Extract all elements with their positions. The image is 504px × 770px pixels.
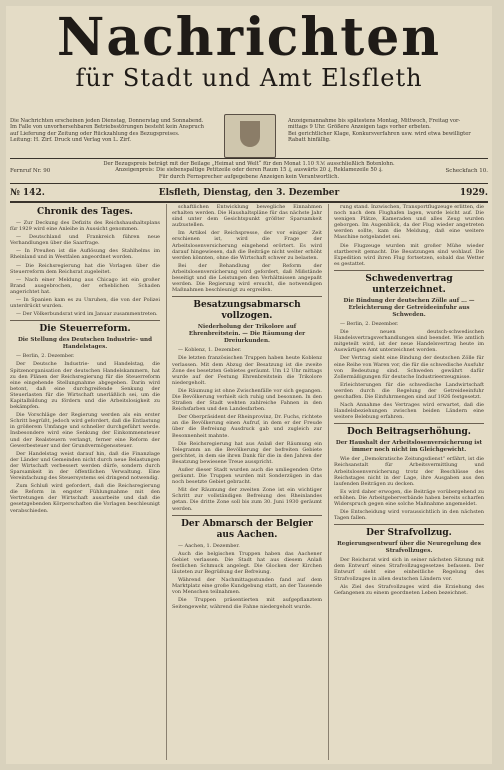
article-paragraph: Der Handelstag weist darauf hin, daß die Finanzlage der Länder und Gemeinden nicht durch neue Belastungen der Wirtschaft verbessert werden dürfe, sondern durch Sparsamkeit in der öffentlichen Verwaltung. Eine Vereinfachung des Steuersystems sei dringend notwendig. [10, 450, 160, 482]
column-1 [10, 204, 160, 760]
divider [334, 423, 484, 424]
article-paragraph: Die letzten französischen Truppen haben heute Koblenz verlassen. Mit dem Abzug der Besatzung ist die zweite Zone des besetzten Gebietes geräumt. Um 12 Uhr mittags wurde auf der Festung Ehrenbreitstein die Trikolore niedergeholt. [172, 355, 322, 386]
newspaper-page [6, 6, 492, 764]
article-paragraph: Die Entscheidung wird voraussichtlich in den nächsten Tagen fallen. [334, 509, 484, 522]
news-item: — In Preußen ist die Auflösung des Stahlhelms im Rheinland und in Westfalen angeordnet worden. [10, 248, 160, 261]
article-paragraph: Auch die belgischen Truppen haben das Aachener Gebiet verlassen. Die Stadt hat aus diesem Anlaß festlichen Schmuck angelegt. Die Glocken der Kirchen läuteten zur Begrüßung der Befreiung. [172, 550, 322, 576]
article-paragraph: Die Reichsregierung hat aus Anlaß der Räumung ein Telegramm an die Bevölkerung der befreiten Gebiete gerichtet, in dem sie ihren Dank für die in den Jahren der Besatzung bewiesene Treue ausspricht. [172, 440, 322, 465]
article-paragraph: Die Flugzeuge wurden mit großer Mühe wieder startbereit gemacht. Die Besatzungen sind wohlauf. Die Expedition wird ihren Flug fortsetzen, sobald das Wetter es gestattet. [334, 242, 484, 267]
article-heading: Der Strafvollzug. [366, 528, 452, 539]
divider [334, 270, 484, 271]
column-2 [172, 204, 322, 760]
article-paragraph: Der Oberpräsident der Rheinprovinz, Dr. Fuchs, richtete an die Bevölkerung einen Aufruf, in dem er der Freude über die Befreiung Ausdruck gab und zugleich zur Besonnenheit mahnte. [172, 414, 322, 439]
article-paragraph: Die Truppen präsentierten mit aufgepflanztem Seitengewehr, während die Fahne niedergeholt wurde. [172, 597, 322, 610]
news-item: — Nach einer Meldung aus Chicago ist ein großer Brand ausgebrochen, der erheblichen Schaden angerichtet hat. [10, 276, 160, 295]
scheckfach: Scheckfach 10. [445, 168, 488, 174]
article-paragraph: — Koblenz, 1. Dezember. [178, 347, 242, 354]
news-item: — Der Völkerbundsrat wird im Januar zusammentreten. [16, 311, 158, 318]
issue-year: 1929. [459, 188, 488, 198]
divider [172, 515, 322, 516]
article-paragraph: Bei der Behandlung der Reform der Arbeitslosenversicherung wird gefordert, daß Mißstände beseitigt und die Leistungen den Verhältnissen angepaßt werden. Die Regierung wird ersucht, die notwendigen Maßnahmen beschleunigt zu ergreifen. [172, 262, 322, 294]
article-paragraph: — Berlin, 2. Dezember. [16, 353, 75, 360]
subscription-line: Der Bezugspreis beträgt mit der Beilage „Heimat und Welt“ für den Monat 1.10 ℛℳ ausschließlich Botenlohn. [103, 161, 395, 167]
ear-left [10, 118, 210, 144]
divider [172, 296, 322, 297]
ear-left-line: Die Nachrichten erscheinen jeden Dienstag, Donnerstag und Sonnabend. [10, 118, 204, 124]
newspaper-subtitle: für Stadt und Amt Elsfleth [75, 64, 423, 92]
divider [10, 320, 160, 321]
news-item: — Deutschland und Frankreich führen neue Verhandlungen über die Saarfrage. [10, 234, 160, 247]
article-heading: Doch Beitragserhöhung. [347, 427, 471, 438]
article-subheading: Der Haushalt der Arbeitslosenversicherung ist immer noch nicht im Gleichgewicht. [335, 440, 483, 454]
article-paragraph: Wie der „Demokratische Zeitungsdienst“ erfährt, ist die Reichsanstalt für Arbeitsvermittlung und Arbeitslosenversicherung trotz der Beschlüsse des Reichstages nicht in der Lage, ihre Ausgaben aus den laufenden Beiträgen zu decken. [334, 456, 484, 487]
article-subheading: Die Bindung der deutschen Zölle auf ... — Erleichterung der Getreideeinfuhr aus Schweden. [343, 297, 475, 318]
subscription-info [66, 161, 432, 180]
article-paragraph: Die Vorschläge der Regierung werden als ein erster Schritt begrüßt, jedoch wird gefordert, daß die Entlastung in größerem Umfange und schneller durchgeführt werde. Insbesondere wird eine Senkung der Einkommensteuer und der Realsteuern verlangt, ferner eine Reform der Gewerbesteuer und der Grundvermögenssteuer. [10, 412, 160, 449]
column-3 [334, 204, 484, 760]
article-paragraph: — Aachen, 1. Dezember. [178, 542, 240, 549]
article-heading: Der Abmarsch der Belgier aus Aachen. [181, 518, 313, 540]
news-item: — Zur Deckung des Defizits des Reichshaushaltsplans für 1929 wird eine Anleihe in Aussicht genommen. [10, 220, 160, 233]
article-paragraph: Nach Annahme des Vertrages wird erwartet, daß die Handelsbeziehungen zwischen beiden Ländern eine weitere Belebung erfahren. [334, 402, 484, 421]
town-crest-icon [224, 114, 276, 158]
article-paragraph: Der Reichsrat wird sich in seiner nächsten Sitzung mit dem Entwurf eines Strafvollzugsgesetzes befassen. Der Entwurf sieht eine einheitliche Regelung des Strafvollzuges in allen deutschen Ländern vor. [334, 557, 484, 582]
article-paragraph: Außer dieser Stadt wurden auch die umliegenden Orte geräumt. Die Truppen wurden mit Sonderzügen in das noch besetzte Gebiet gebracht. [172, 467, 322, 486]
article-paragraph: Die Räumung ist ohne Zwischenfälle vor sich gegangen. Die Bevölkerung verhielt sich ruhig und besonnen. In den Straßen der Stadt wehten zahlreiche Fahnen in den Reichsfarben und den Landesfarben. [172, 387, 322, 413]
news-item: — In Spanien kam es zu Unruhen, die von der Polizei unterdrückt wurden. [10, 297, 160, 310]
column-rule [328, 204, 329, 760]
article-paragraph: — Berlin, 2. Dezember. [340, 320, 399, 327]
article-subheading: Die Stellung des Deutschen Industrie- und Handelstages. [17, 337, 153, 351]
ear-left-line: Leitung: H. Zirf. Druck und Verlag von L. Zirf. [10, 137, 132, 144]
article-paragraph: Mit der Räumung der zweiten Zone ist ein wichtiger Schritt zur vollständigen Befreiung des Rheinlandes getan. Die dritte Zone soll bis zum 30. Juni 1930 geräumt werden. [172, 487, 322, 512]
article-paragraph: Die neuen deutsch-schwedischen Handelsvertragsverhandlungen sind beendet. Wie amtlich mitgeteilt wird, ist der neue Handelsvertrag heute im Auswärtigen Amt unterzeichnet worden. [334, 329, 484, 354]
article-paragraph: Es wird daher erwogen, die Beiträge vorübergehend zu erhöhen. Die Arbeitgeberverbände haben bereits scharfen Widerspruch gegen eine solche Maßnahme angemeldet. [334, 488, 484, 507]
divider [10, 183, 488, 184]
divider [10, 158, 488, 159]
subscription-line: Anzeigenpreis: Die siebenspaltige Petitzeile oder deren Raum 15 ₰, auswärts 20 ₰, Reklamezeile 50 ₰. [115, 167, 383, 174]
dateline [10, 186, 488, 200]
ear-right-line: mittags 9 Uhr. Größere Anzeigen tags vorher erbeten. [288, 124, 431, 131]
issue-number: № 142. [10, 188, 45, 198]
place-date: Elsfleth, Dienstag, den 3. Dezember [158, 188, 340, 198]
article-paragraph: rung stand. Inzwischen, Transportflugzeuge erlitten, die noch nach dem Flughafen lagen, wurde leicht auf. Die wenigen Plätze, Kameraden und alles Zeug wurden geborgen. Im Augenblick, da der Flug wieder angetreten werden sollte, kam die Meldung, daß eine weitere Maschine notgelandet sei. [334, 204, 484, 241]
article-paragraph: Im Artikel der Reichspresse, der vor einiger Zeit erschienen ist, wird die Frage der Arbeitslosenversicherung eingehend erörtert. Es wird darauf hingewiesen, daß die Beiträge nicht weiter erhöht werden könnten, ohne die Wirtschaft schwer zu belasten. [172, 230, 322, 261]
ear-right-line: Anzeigenannahme bis spätestens Montag, Mittwoch, Freitag vor- [288, 118, 461, 124]
news-item: — Die Reichsregierung hat die Vorlagen über die Steuerreform dem Reichsrat zugeleitet. [10, 262, 160, 275]
ear-right-line: Bei gerichtlicher Klage, Konkursverfahren usw. wird etwa bewilligter [288, 130, 471, 137]
article-heading: Die Steuerreform. [39, 324, 131, 335]
divider [334, 524, 484, 525]
ear-left-line: Im Falle von unvorhersehbaren Betriebsstörungen besteht kein Anspruch [10, 124, 205, 131]
article-paragraph: Während der Nachmittagsstunden fand auf dem Marktplatz eine große Kundgebung statt, an der Tausende von Menschen teilnahmen. [172, 577, 322, 596]
fernruf: Fernruf Nr. 90 [10, 168, 51, 174]
ear-right [288, 118, 488, 144]
article-paragraph: Der Deutsche Industrie- und Handelstag, die Spitzenorganisation der deutschen Handelskammern, hat zu den Plänen der Reichsregierung für die Steuerreform eine eingehende Stellungnahme abgegeben. Darin wird betont, daß eine durchgreifende Senkung der Steuerlasten für die Wirtschaft unerläßlich sei, um die Kapitalbildung zu fördern und die Arbeitslosigkeit zu bekämpfen. [10, 361, 160, 411]
subscription-line: Für durch Fernsprecher aufgegebene Anzeigen kein Verantwortlich. [158, 173, 340, 180]
masthead [6, 6, 492, 116]
article-heading: Besatzungsabmarsch vollzogen. [193, 300, 301, 322]
article-paragraph: Der Vertrag sieht eine Bindung der deutschen Zölle für eine Reihe von Waren vor, die für die schwedische Ausfuhr von Bedeutung sind. Schweden gewährt dafür Zollermäßigungen für deutsche Industrieerzeugnisse. [334, 355, 484, 380]
article-subheading: Niederholung der Trikolore auf Ehrenbreitstein. — Die Räumung der Dreiurkunden. [188, 324, 306, 345]
article-paragraph: Erleichterungen für die schwedische Landwirtschaft werden durch die Regelung der Getreideeinfuhr geschaffen. Die Einfuhrmengen sind auf 1926 festgesetzt. [334, 381, 484, 400]
article-heading: Schwedenvertrag unterzeichnet. [365, 273, 453, 295]
ear-right-line: Rabatt hinfällig. [288, 137, 331, 144]
article-paragraph: Zum Schluß wird gefordert, daß die Reichsregierung die Reform in engster Fühlungnahme mit den Vertretungen der Wirtschaft ausarbeite und daß die gesetzgebenden Körperschaften die Vorlagen beschleunigt verabschieden. [10, 483, 160, 514]
newspaper-title: Nachrichten [56, 7, 442, 68]
article-heading: Chronik des Tages. [37, 207, 133, 217]
article-subheading: Regierungsentwurf über die Neuregelung des Strafvollzuges. [337, 541, 481, 555]
article-paragraph: schaftlichen Entwicklung bewegliche Einnahmen erhalten werden. Die Haushaltspläne für das nächste Jahr sind unter dem Gesichtspunkt größter Sparsamkeit aufzustellen. [172, 204, 322, 229]
column-rule [166, 204, 167, 760]
divider [10, 201, 488, 203]
article-paragraph: Als Ziel des Strafvollzuges wird die Erziehung des Gefangenen zu einem geordneten Leben bezeichnet. [334, 583, 484, 596]
ear-left-line: auf Lieferung der Zeitung oder Rückzahlung des Bezugspreises. [10, 130, 180, 137]
